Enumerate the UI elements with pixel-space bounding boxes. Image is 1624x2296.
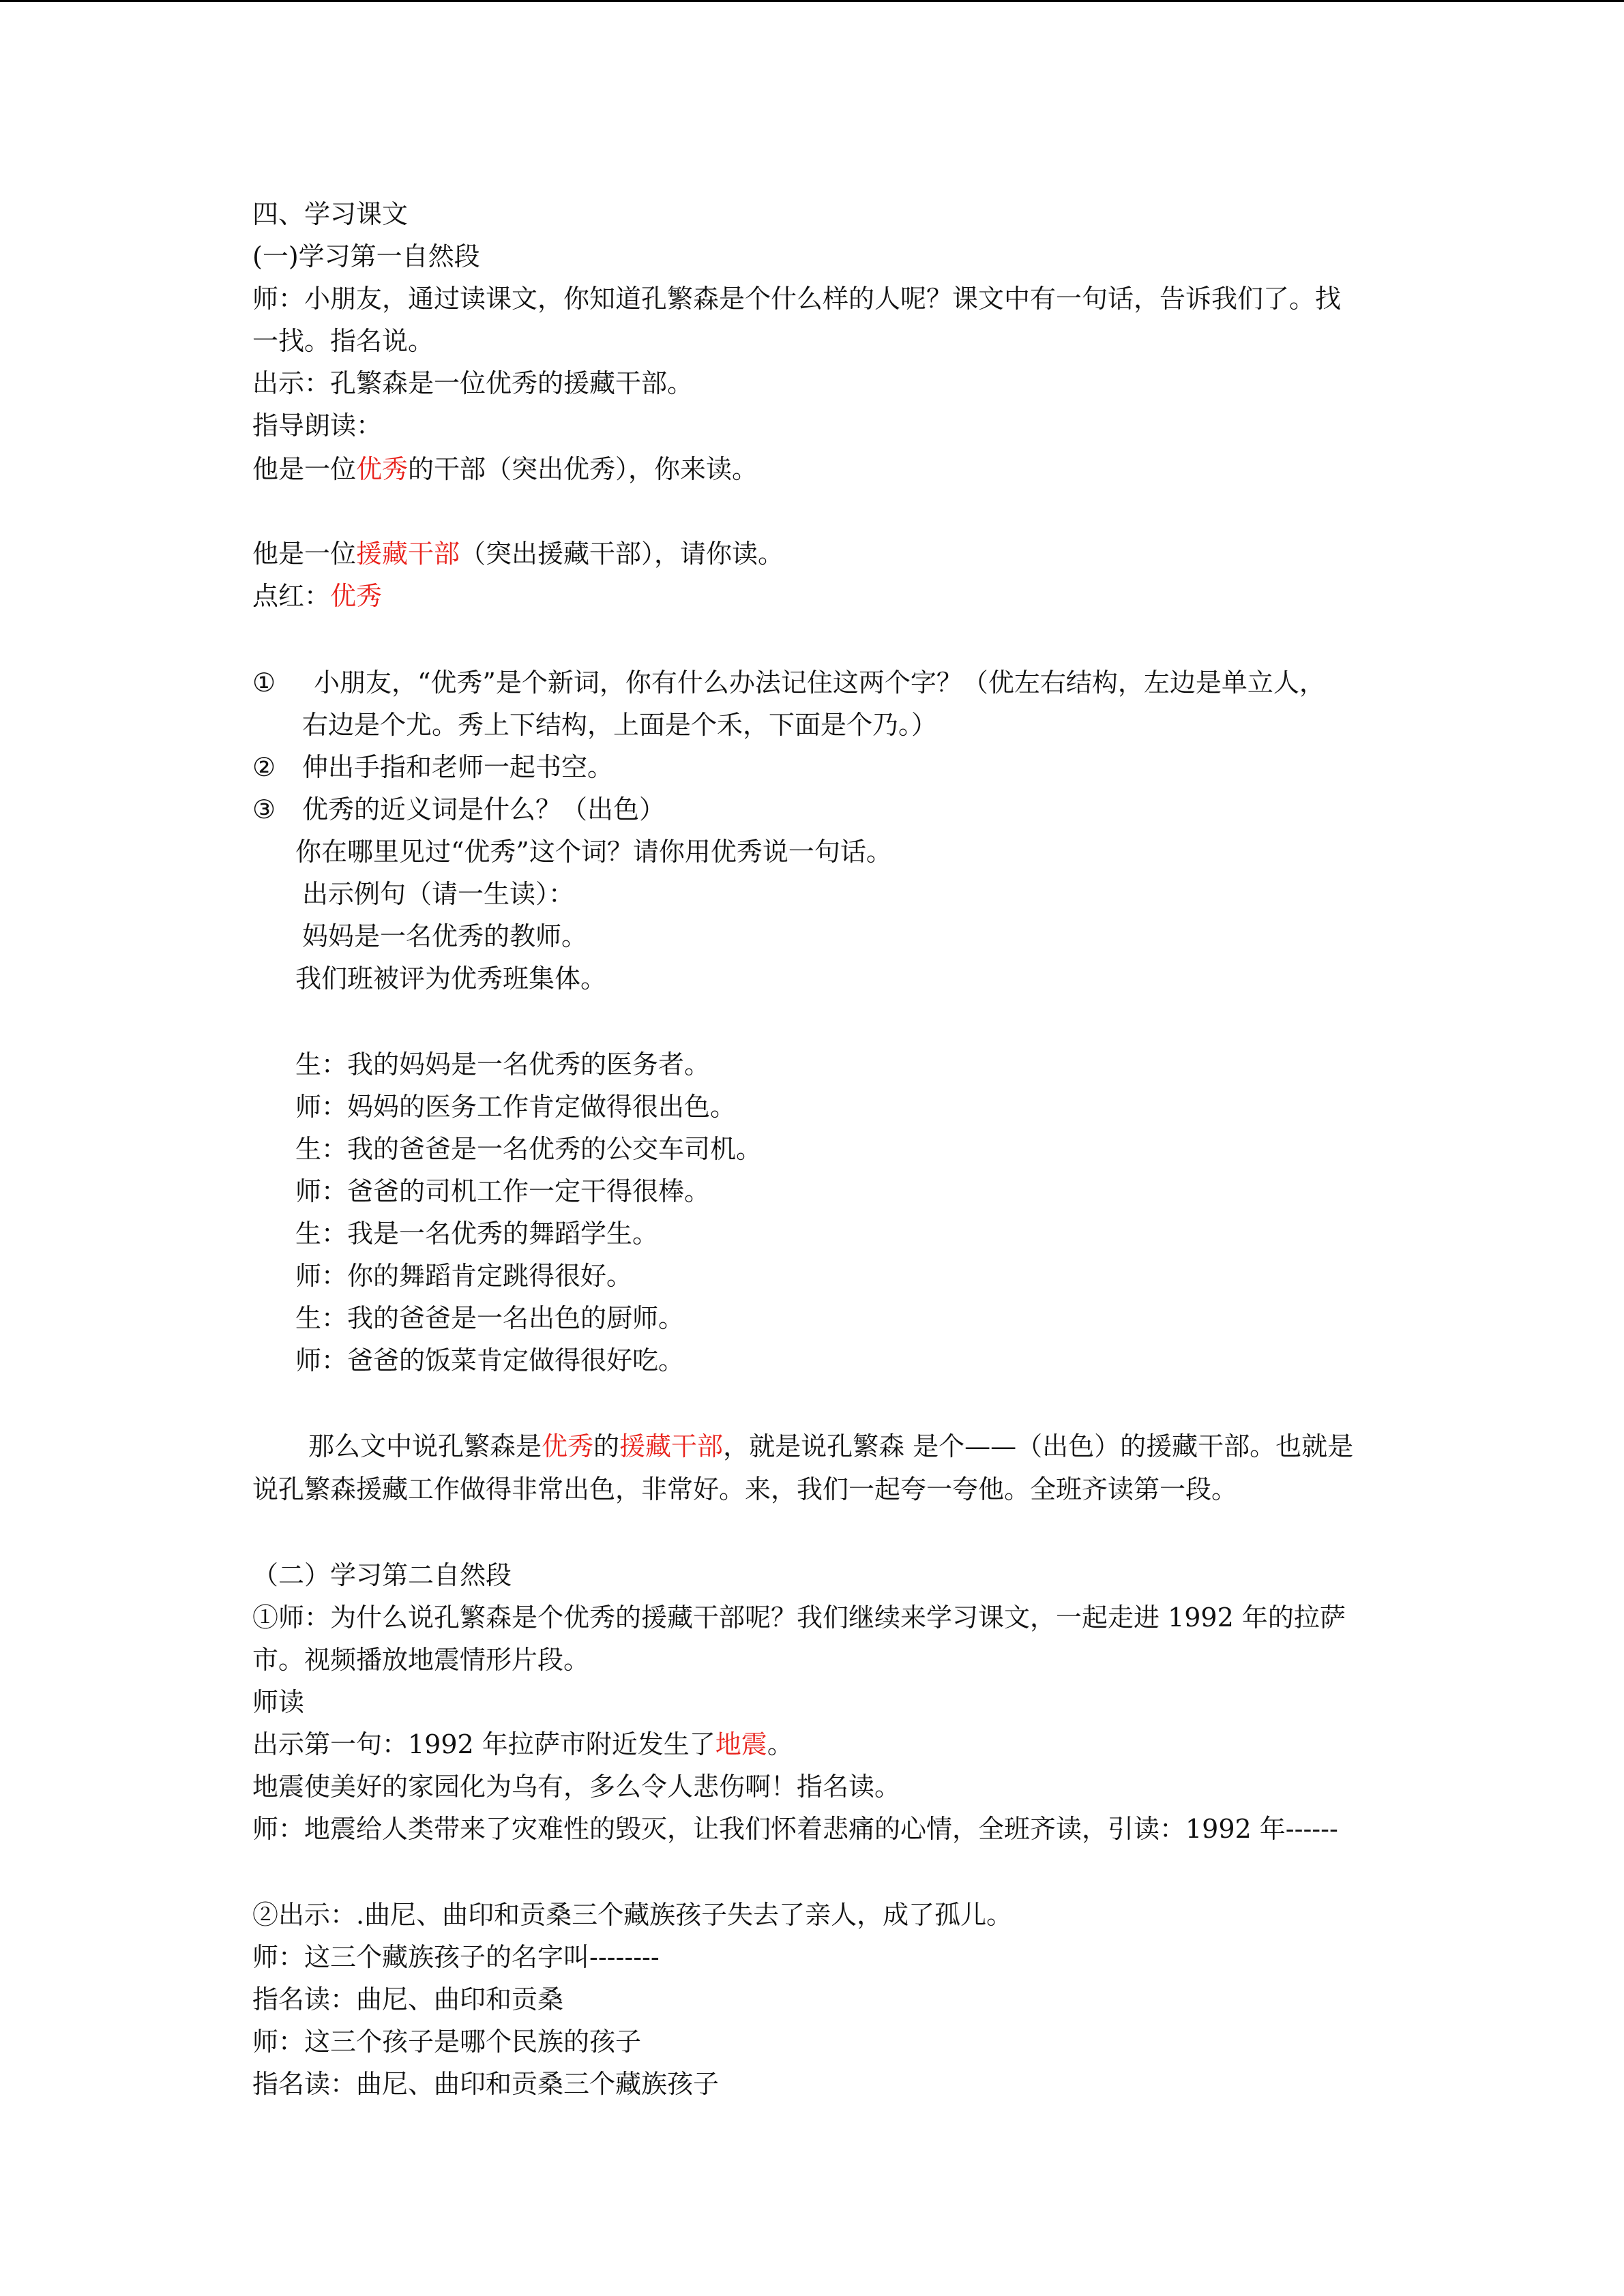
text-line: 他是一位优秀的干部（突出优秀），你来读。 bbox=[252, 454, 758, 484]
list-item-text: 右边是个尤。秀上下结构，上面是个禾，下面是个乃。） bbox=[302, 710, 938, 740]
text-line: 他是一位援藏干部（突出援藏干部），请你读。 bbox=[252, 539, 784, 569]
text-line: 师：这三个藏族孩子的名字叫-------- bbox=[252, 1942, 660, 1972]
dialogue-line: 生：我是一名优秀的舞蹈学生。 bbox=[295, 1219, 659, 1249]
text-line: 师：地震给人类带来了灾难性的毁灭，让我们怀着悲痛的心情，全班齐读，引读：1992 年------ bbox=[252, 1814, 1338, 1844]
highlight-text: 援藏干部 bbox=[356, 539, 460, 569]
section-heading: 四、学习课文 bbox=[252, 199, 409, 229]
subsection-heading-2: （二）学习第二自然段 bbox=[252, 1560, 512, 1590]
paragraph-line: 说孔繁森援藏工作做得非常出色，非常好。来，我们一起夸一夸他。全班齐读第一段。 bbox=[252, 1474, 1238, 1504]
dialogue-line: 师：你的舞蹈肯定跳得很好。 bbox=[295, 1261, 633, 1291]
list-item-text: 优秀的近义词是什么？（出色） bbox=[302, 794, 666, 824]
text-line: 指名读：曲尼、曲印和贡桑三个藏族孩子 bbox=[252, 2069, 720, 2099]
text-line: ①师：为什么说孔繁森是个优秀的援藏干部呢？我们继续来学习课文，一起走进 1992 年的拉萨 bbox=[252, 1602, 1346, 1632]
example-sentence: 我们班被评为优秀班集体。 bbox=[295, 964, 607, 994]
text-line: 出示例句（请一生读）： bbox=[302, 879, 575, 909]
text-line: 师：这三个孩子是哪个民族的孩子 bbox=[252, 2027, 642, 2057]
highlight-text: 优秀 bbox=[542, 1431, 594, 1461]
text-line: 出示：孔繁森是一位优秀的援藏干部。 bbox=[252, 368, 694, 398]
dialogue-line: 生：我的爸爸是一名出色的厨师。 bbox=[295, 1303, 685, 1333]
subsection-heading-1: (一)学习第一自然段 bbox=[252, 241, 480, 271]
list-item-text: 小朋友，“优秀”是个新词，你有什么办法记住这两个字？（优左右结构，左边是单立人， bbox=[314, 668, 1325, 698]
text-line: ②出示：.曲尼、曲印和贡桑三个藏族孩子失去了亲人，成了孤儿。 bbox=[252, 1900, 1013, 1930]
example-sentence: 妈妈是一名优秀的教师。 bbox=[302, 921, 588, 951]
highlight-text: 援藏干部 bbox=[619, 1431, 724, 1461]
text-line: 出示第一句：1992 年拉萨市附近发生了地震。 bbox=[252, 1729, 793, 1759]
text-line: 师读 bbox=[252, 1687, 305, 1717]
page-top-border bbox=[0, 0, 1624, 2]
list-item-text: 伸出手指和老师一起书空。 bbox=[302, 752, 614, 782]
highlight-text: 优秀 bbox=[356, 454, 409, 484]
highlight-text: 优秀 bbox=[330, 581, 383, 611]
dialogue-line: 师：爸爸的司机工作一定干得很棒。 bbox=[295, 1176, 711, 1206]
text-line: 一找。指名说。 bbox=[252, 326, 434, 356]
list-number-3: ③ bbox=[252, 794, 276, 824]
highlight-text: 地震 bbox=[715, 1729, 767, 1759]
text-line: 地震使美好的家园化为乌有，多么令人悲伤啊！指名读。 bbox=[252, 1772, 901, 1802]
dialogue-line: 师：妈妈的医务工作肯定做得很出色。 bbox=[295, 1092, 737, 1122]
text-line: 你在哪里见过“优秀”这个词？请你用优秀说一句话。 bbox=[295, 837, 892, 867]
dialogue-line: 生：我的妈妈是一名优秀的医务者。 bbox=[295, 1049, 711, 1079]
text-line: 指导朗读： bbox=[252, 411, 383, 441]
text-line: 指名读：曲尼、曲印和贡桑 bbox=[252, 1984, 564, 2014]
text-line: 点红：优秀 bbox=[252, 581, 383, 611]
text-line: 师：小朋友，通过读课文，你知道孔繁森是个什么样的人呢？课文中有一句话，告诉我们了。找 bbox=[252, 284, 1342, 314]
dialogue-line: 师：爸爸的饭菜肯定做得很好吃。 bbox=[295, 1345, 685, 1375]
paragraph-line: 那么文中说孔繁森是优秀的援藏干部，就是说孔繁森 是个——（出色）的援藏干部。也就是 bbox=[308, 1431, 1354, 1461]
dialogue-line: 生：我的爸爸是一名优秀的公交车司机。 bbox=[295, 1134, 763, 1164]
list-number-2: ② bbox=[252, 752, 276, 782]
list-number-1: ① bbox=[252, 668, 276, 698]
text-line: 市。视频播放地震情形片段。 bbox=[252, 1645, 590, 1675]
